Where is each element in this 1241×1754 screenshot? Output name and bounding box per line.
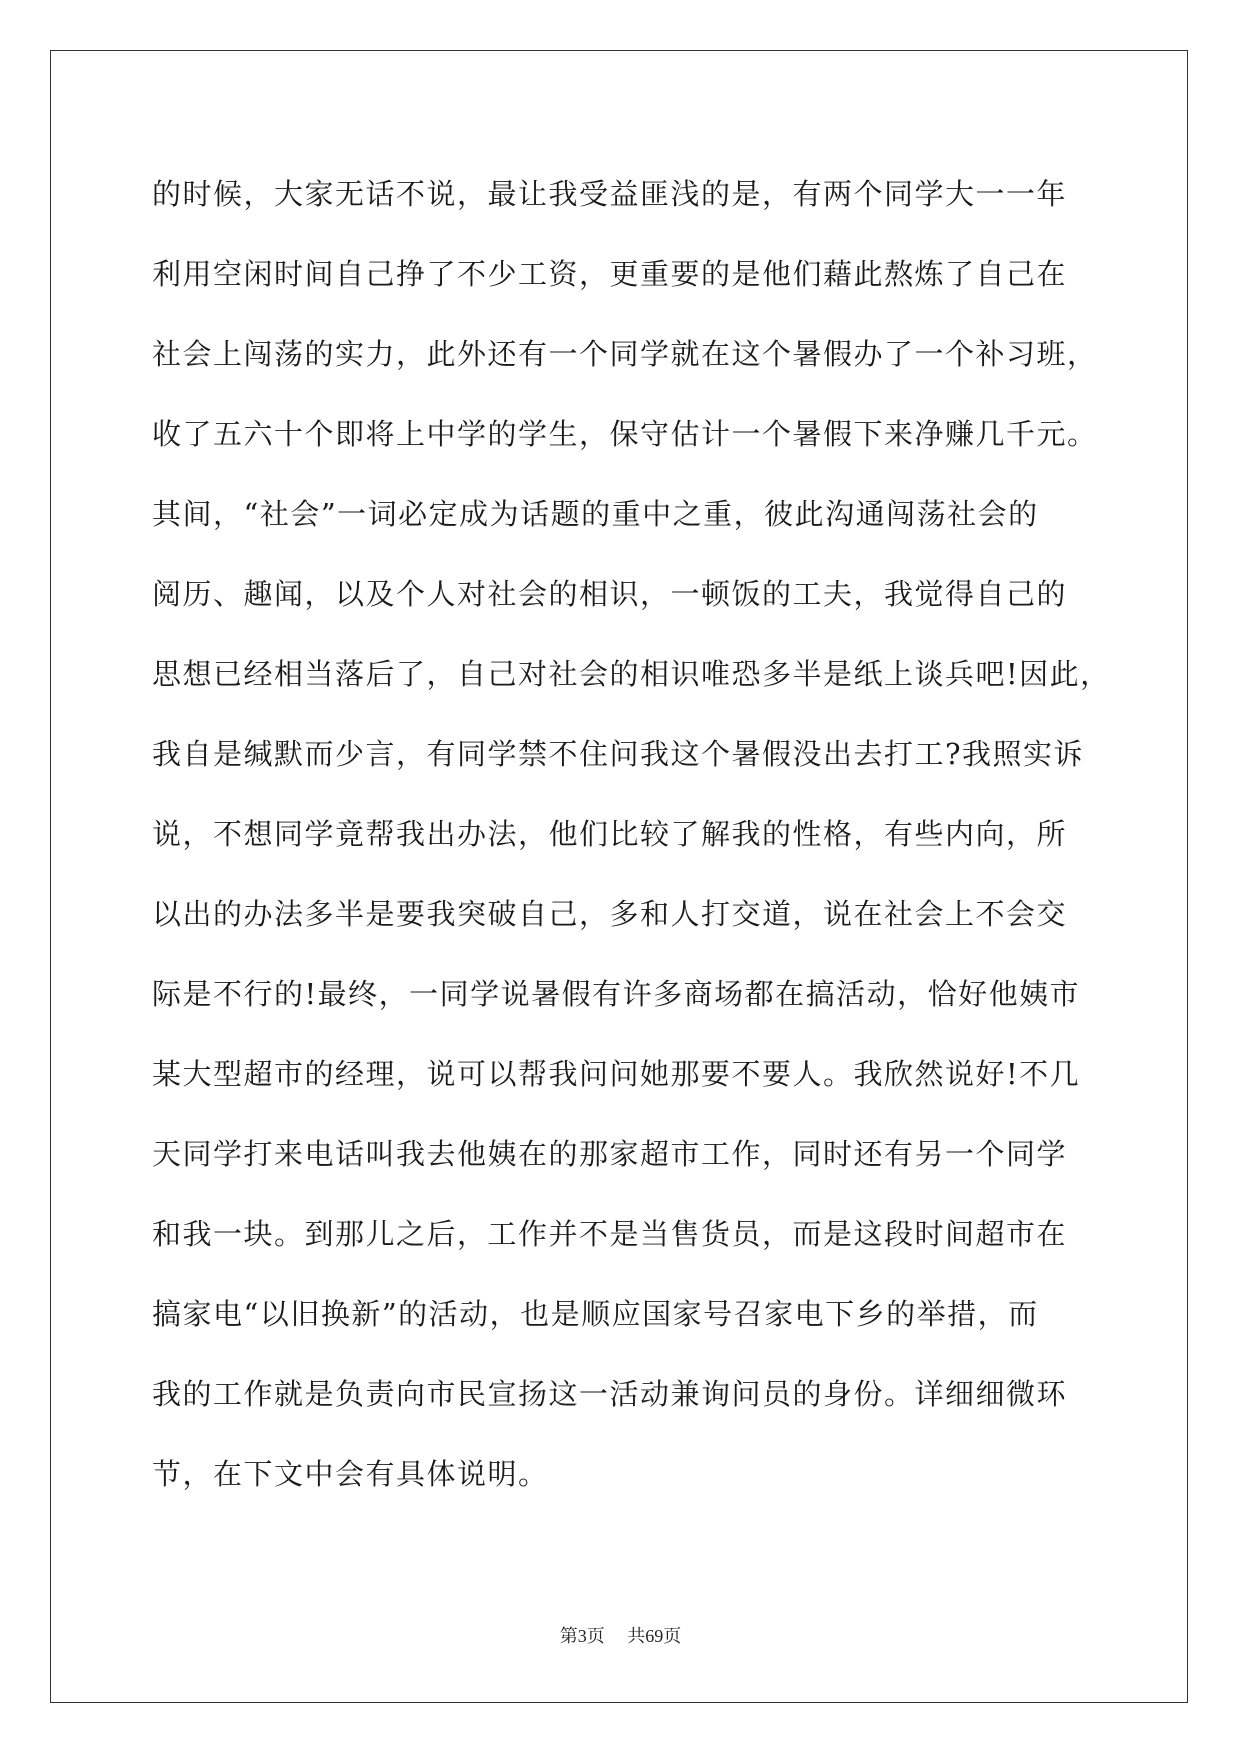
text-line: 收了五六十个即将上中学的学生，保守估计一个暑假下来净赚几千元。: [152, 417, 1098, 451]
text-line: 节，在下文中会有具体说明。: [152, 1457, 549, 1491]
text-line: 天同学打来电话叫我去他姨在的那家超市工作，同时还有另一个同学: [152, 1137, 1068, 1171]
text-line: 利用空闲时间自己挣了不少工资，更重要的是他们藉此熬炼了自己在: [152, 257, 1068, 291]
text-line: 阅历、趣闻，以及个人对社会的相识，一顿饭的工夫，我觉得自己的: [152, 577, 1068, 611]
text-line: 以出的办法多半是要我突破自己，多和人打交道，说在社会上不会交: [152, 897, 1068, 931]
text-line: 社会上闯荡的实力，此外还有一个同学就在这个暑假办了一个补习班，: [152, 337, 1098, 371]
text-line: 我自是缄默而少言，有同学禁不住问我这个暑假没出去打工?我照实诉: [152, 737, 1085, 771]
text-line: 际是不行的!最终，一同学说暑假有许多商场都在搞活动，恰好他姨市: [152, 977, 1081, 1011]
text-line: 搞家电“以旧换新”的活动，也是顺应国家号召家电下乡的举措，而: [152, 1297, 1039, 1331]
body-text: [152, 154, 1111, 1514]
page-number: 第3页: [559, 1626, 605, 1646]
text-line: 和我一块。到那儿之后，工作并不是当售货员，而是这段时间超市在: [152, 1217, 1068, 1251]
page-footer: [0, 1622, 1241, 1648]
text-line: 某大型超市的经理，说可以帮我问问她那要不要人。我欣然说好!不几: [152, 1057, 1081, 1091]
text-line: 说，不想同学竟帮我出办法，他们比较了解我的性格，有些内向，所: [152, 817, 1068, 851]
page-total: 共69页: [627, 1626, 682, 1646]
text-line: 我的工作就是负责向市民宣扬这一活动兼询问员的身份。详细细微环: [152, 1377, 1068, 1411]
text-line: 其间，“社会”一词必定成为话题的重中之重，彼此沟通闯荡社会的: [152, 497, 1039, 531]
text-line: 思想已经相当落后了，自己对社会的相识唯恐多半是纸上谈兵吧!因此，: [152, 657, 1111, 691]
text-line: 的时候，大家无话不说，最让我受益匪浅的是，有两个同学大一一年: [152, 177, 1068, 211]
